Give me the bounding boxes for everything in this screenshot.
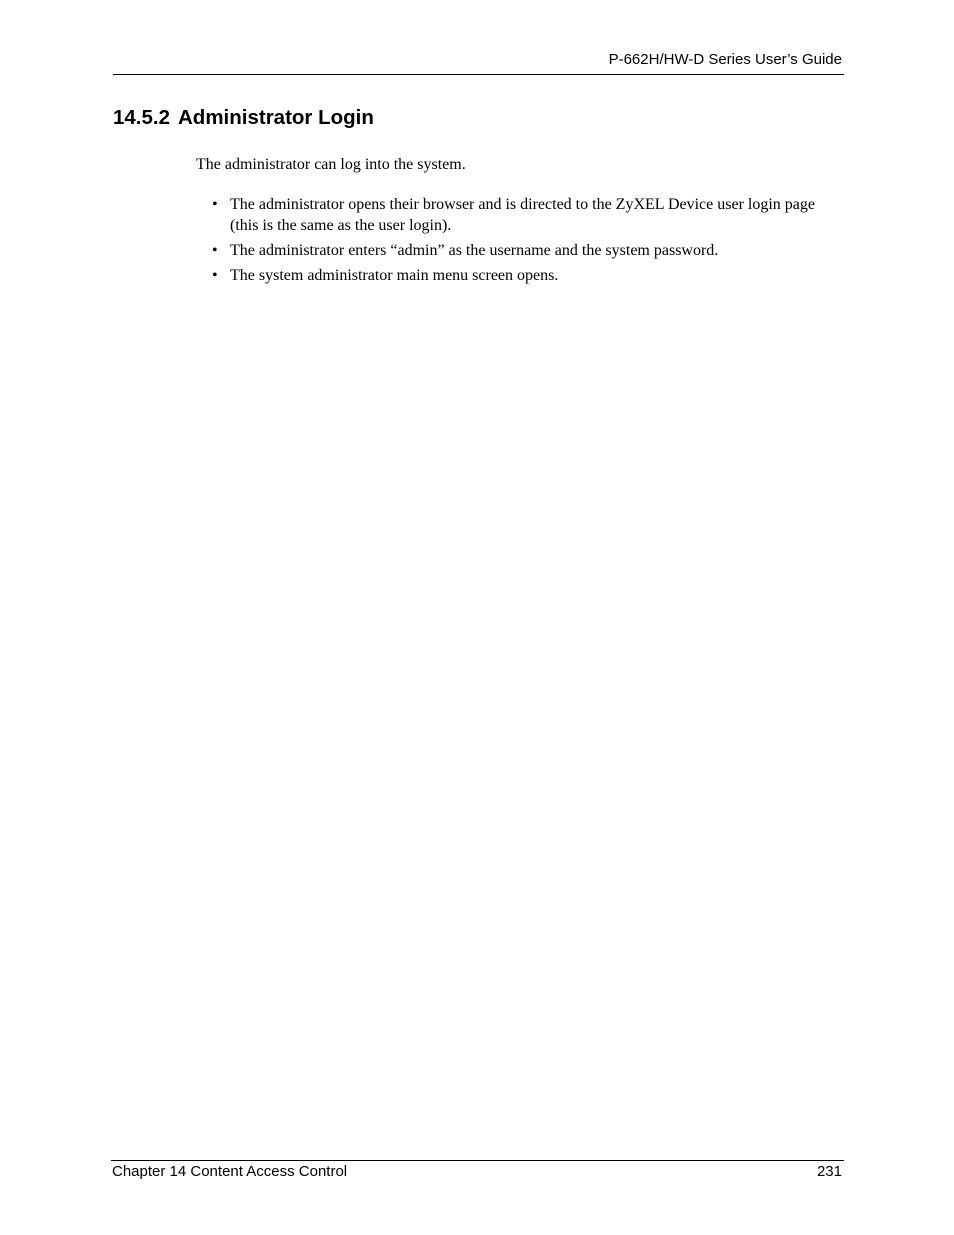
list-item-text: The administrator enters “admin” as the username and the system password. — [230, 242, 719, 259]
list-item-text: The system administrator main menu screen opens. — [230, 267, 559, 284]
bullet-list — [212, 194, 844, 290]
bullet-icon: • — [212, 242, 218, 259]
running-header — [113, 50, 844, 75]
list-item — [212, 240, 844, 261]
bullet-icon: • — [212, 267, 218, 284]
page-number: 231 — [816, 1163, 842, 1180]
section-number: 14.5.2 — [113, 106, 170, 129]
running-footer — [111, 1160, 844, 1185]
list-item — [212, 265, 844, 286]
list-item — [212, 194, 844, 236]
chapter-title: Chapter 14 Content Access Control — [112, 1163, 348, 1180]
guide-title: P-662H/HW-D Series User’s Guide — [608, 51, 842, 68]
bullet-icon: • — [212, 196, 218, 213]
section-title: Administrator Login — [178, 106, 374, 129]
section-heading — [113, 105, 374, 131]
list-item-text: The administrator opens their browser and is directed to the ZyXEL Device user login page (this is the same as the user login). — [230, 196, 815, 234]
intro-paragraph: The administrator can log into the system. — [196, 156, 466, 173]
